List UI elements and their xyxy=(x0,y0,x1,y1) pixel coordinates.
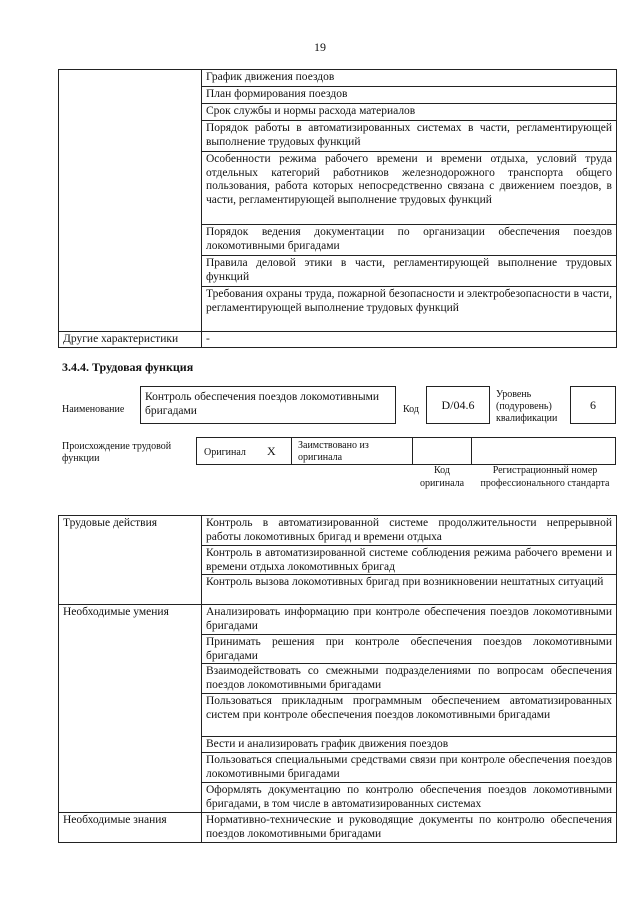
table-row: Пользоваться прикладным программным обеспечением автоматизированных систем при контроле обеспечения поездов локомотивными бригадами xyxy=(202,694,617,737)
table-row: Контроль вызова локомотивных бригад при возникновении нештатных ситуаций xyxy=(202,575,617,605)
level-box xyxy=(570,386,616,424)
labor-actions-label: Трудовые действия xyxy=(59,516,202,605)
code-box xyxy=(426,386,490,424)
origin-reg-box xyxy=(471,437,616,465)
table-row: Принимать решения при контроле обеспечения поездов локомотивными бригадами xyxy=(202,635,617,664)
name-label: Наименование xyxy=(62,404,125,415)
borrowed-label: Заимствовано из оригинала xyxy=(298,440,369,463)
top-knowledge-table xyxy=(58,69,617,348)
other-characteristics-label: Другие характеристики xyxy=(59,332,202,348)
table-row: Срок службы и нормы расхода материалов xyxy=(202,104,617,121)
labor-function-table xyxy=(58,515,617,843)
table-row: Взаимодействовать со смежными подразделениями по вопросам обеспечения поездов локомотивными бригадами xyxy=(202,664,617,694)
code-value: D/04.6 xyxy=(441,398,475,412)
table-row: Нормативно-технические и руководящие документы по контролю обеспечения поездов локомотивными бригадами xyxy=(202,813,617,843)
table-row: Особенности режима рабочего времени и времени отдыха, условий труда отдельных категорий работников железнодорожного транспорта общего пользования, работа которых непосредственно связана с движением поездов, в части, регламентирующей выполнение трудовых функций xyxy=(202,152,617,225)
table-row: Требования охраны труда, пожарной безопасности и электробезопасности в части, регламентирующей выполнение трудовых функций xyxy=(202,287,617,332)
origin-code-box xyxy=(412,437,472,465)
original-label: Оригинал xyxy=(204,447,246,458)
table-row: План формирования поездов xyxy=(202,87,617,104)
other-characteristics-value: - xyxy=(202,332,617,348)
code-caption: Код оригинала xyxy=(419,465,465,489)
table-row: Оформлять документацию по контролю обеспечения поездов локомотивными бригадами, в том числе в автоматизированных системах xyxy=(202,783,617,813)
table-row: Вести и анализировать график движения поездов xyxy=(202,737,617,753)
function-name-box xyxy=(140,386,396,424)
origin-borrowed-box xyxy=(291,437,413,465)
code-label: Код xyxy=(403,404,419,415)
original-mark: X xyxy=(267,444,276,458)
table-row: График движения поездов xyxy=(202,70,617,87)
required-knowledge-label: Необходимые знания xyxy=(59,813,202,843)
table-row: Контроль в автоматизированной системе соблюдения режима рабочего времени и времени отдыха локомотивных бригад xyxy=(202,546,617,575)
level-label: Уровень (подуровень) квалификации xyxy=(496,389,558,424)
origin-original-box xyxy=(196,437,292,465)
function-name-value: Контроль обеспечения поездов локомотивными бригадами xyxy=(145,391,380,417)
origin-label: Происхождение трудовой функции xyxy=(62,441,172,464)
empty-label-cell xyxy=(59,70,202,332)
table-row: Контроль в автоматизированной системе продолжительности непрерывной работы локомотивных бригад и времени отдыха xyxy=(202,516,617,546)
table-row: Анализировать информацию при контроле обеспечения поездов локомотивными бригадами xyxy=(202,605,617,635)
table-row: Порядок работы в автоматизированных системах в части, регламентирующей выполнение трудовых функций xyxy=(202,121,617,152)
table-row: Порядок ведения документации по организации обеспечения поездов локомотивными бригадами xyxy=(202,225,617,256)
table-row: Правила деловой этики в части, регламентирующей выполнение трудовых функций xyxy=(202,256,617,287)
section-title: 3.4.4. Трудовая функция xyxy=(62,360,194,374)
reg-caption: Регистрационный номер профессионального стандарта xyxy=(480,465,610,489)
table-row: Пользоваться специальными средствами связи при контроле обеспечения поездов локомотивными бригадами xyxy=(202,753,617,783)
required-skills-label: Необходимые умения xyxy=(59,605,202,813)
level-value: 6 xyxy=(590,398,596,412)
page-number: 19 xyxy=(314,40,326,54)
